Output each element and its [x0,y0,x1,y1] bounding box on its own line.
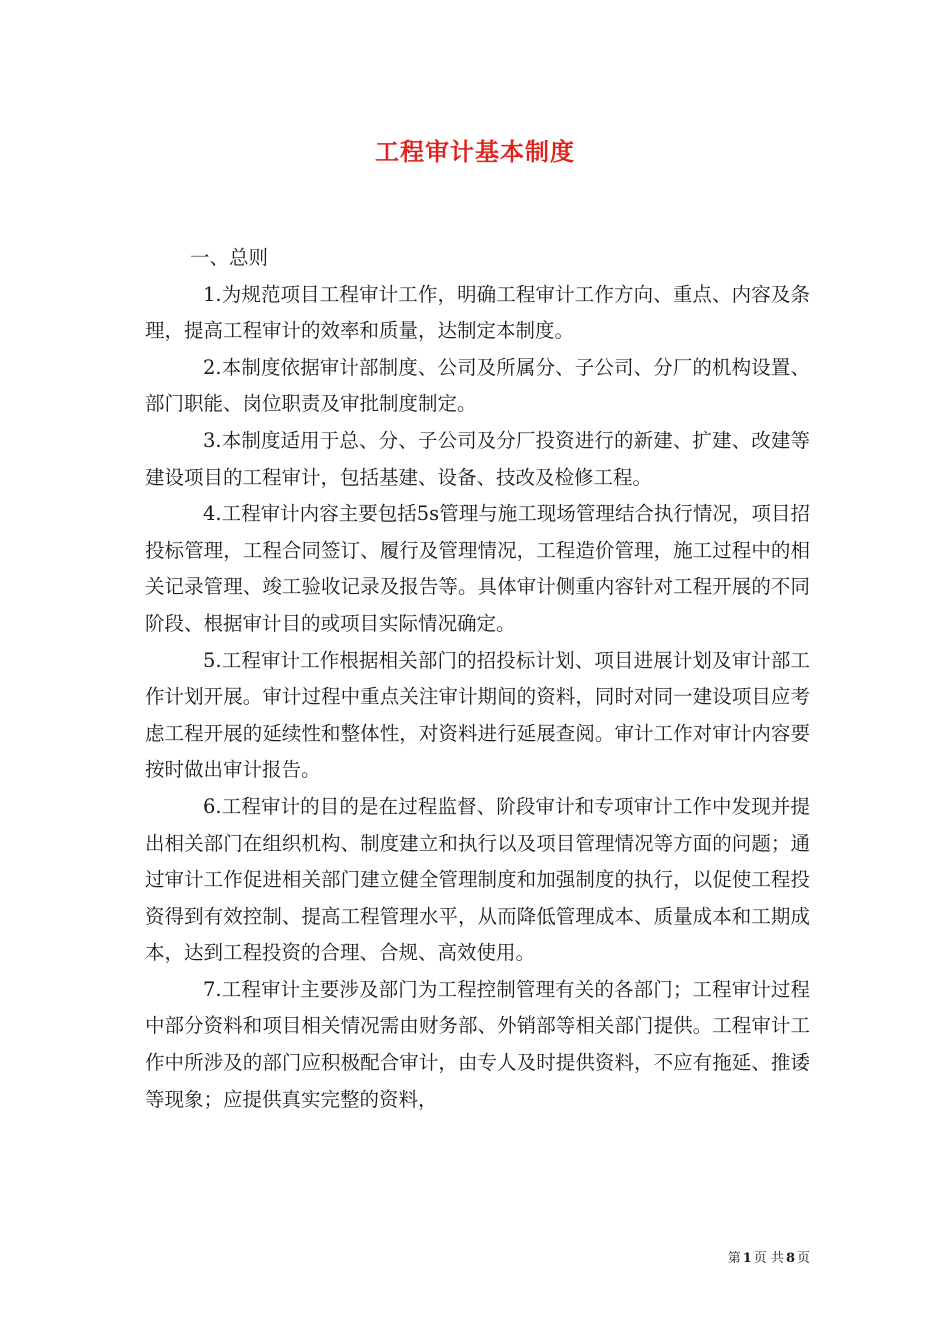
paragraph-1: 1.为规范项目工程审计工作，明确工程审计工作方向、重点、内容及条理，提高工程审计的效率和质量，达制定本制度。 [145,282,810,343]
paragraph-3: 3.本制度适用于总、分、子公司及分厂投资进行的新建、扩建、改建等建设项目的工程审计，包括基建、设备、技改及检修工程。 [145,428,810,489]
paragraph-4: 4.工程审计内容主要包括5s管理与施工现场管理结合执行情况，项目招投标管理，工程合同签订、履行及管理情况，工程造价管理，施工过程中的相关记录管理、竣工验收记录及报告等。具体审计侧重内容针对工程开展的不同阶段、根据审计目的或项目实际情况确定。 [145,502,810,635]
paragraph-6: 6.工程审计的目的是在过程监督、阶段审计和专项审计工作中发现并提出相关部门在组织机构、制度建立和执行以及项目管理情况等方面的问题；通过审计工作促进相关部门建立健全管理制度和加强制度的执行，以促使工程投资得到有效控制、提高工程管理水平，从而降低管理成本、质量成本和工期成本，达到工程投资的合理、合规、高效使用。 [145,794,810,965]
footer-total-pages: 8 [785,1251,795,1266]
footer-prefix: 第 [727,1251,741,1266]
footer-middle: 页 共 [753,1251,784,1266]
footer-suffix: 页 [796,1251,810,1266]
document-title: 工程审计基本制度 [375,137,575,166]
section-heading: 一、总则 [190,246,269,269]
paragraph-2: 2.本制度依据审计部制度、公司及所属分、子公司、分厂的机构设置、部门职能、岗位职责及审批制度制定。 [145,355,810,416]
paragraph-7: 7.工程审计主要涉及部门为工程控制管理有关的各部门；工程审计过程中部分资料和项目相关情况需由财务部、外销部等相关部门提供。工程审计工作中所涉及的部门应积极配合审计，由专人及时提供资料，不应有拖延、推诿等现象；应提供真实完整的资料， [145,977,810,1111]
document-body [145,240,810,1118]
page-footer [728,1247,810,1266]
paragraph-5: 5.工程审计工作根据相关部门的招投标计划、项目进展计划及审计部工作计划开展。审计过程中重点关注审计期间的资料，同时对同一建设项目应考虑工程开展的延续性和整体性，对资料进行延展查阅。审计工作对审计内容要按时做出审计报告。 [145,648,810,782]
footer-current-page: 1 [742,1251,752,1266]
